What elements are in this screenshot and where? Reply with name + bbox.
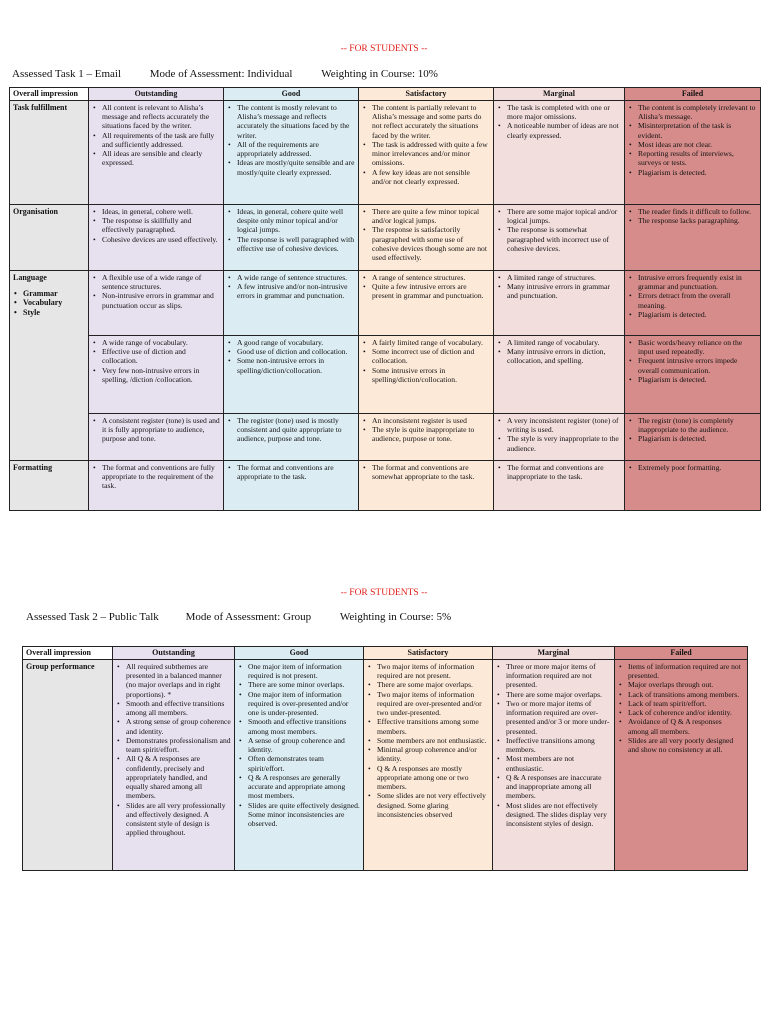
cell-satisfactory: [359, 100, 494, 204]
criteria-list: [92, 103, 220, 168]
criteria-list: [227, 463, 355, 482]
criteria-item: • A fairly limited range of vocabulary.: [362, 338, 490, 347]
criteria-list: [628, 103, 757, 177]
cell-failed: [615, 659, 748, 870]
criteria-list: [227, 103, 355, 177]
criteria-item: • A noticeable number of ideas are not clearly expressed.: [497, 121, 621, 140]
row-category-label: Language: [13, 272, 47, 282]
criteria-item: • Two or more major items of information required are over-presented and/or 3 or more under-presented.: [496, 699, 611, 736]
criteria-item: • Errors detract from the overall meaning.: [628, 291, 757, 310]
criteria-item: • A few intrusive and/or non-intrusive errors in grammar and punctuation.: [227, 282, 355, 301]
rubric-row: [10, 335, 761, 413]
row-category-label: Task fulfillment: [13, 102, 68, 112]
cell-good: [224, 100, 359, 204]
cell-outstanding: [89, 270, 224, 335]
criteria-item: • Some slides are not very effectively designed. Some glaring inconsistencies observed: [367, 791, 489, 819]
criteria-item: • The response is somewhat paragraphed with incorrect use of cohesive devices.: [497, 225, 621, 253]
criteria-item: • A good range of vocabulary.: [227, 338, 355, 347]
criteria-list: [92, 416, 220, 444]
header-failed: Failed: [615, 647, 748, 660]
criteria-item: • The response lacks paragraphing.: [628, 216, 757, 225]
header-outstanding: Outstanding: [89, 88, 224, 101]
criteria-item: • Some incorrect use of diction and collocation.: [362, 347, 490, 366]
subcategory-item: • Vocabulary: [13, 298, 85, 308]
criteria-item: • Basic words/heavy reliance on the input used repeatedly.: [628, 338, 757, 357]
criteria-item: • Often demonstrates team spirit/effort.: [238, 754, 360, 773]
criteria-item: • Smooth and effective transitions among most members.: [238, 717, 360, 736]
criteria-item: • The format and conventions are inappropriate to the task.: [497, 463, 621, 482]
task2-rubric-table: [22, 646, 748, 871]
criteria-item: • Demonstrates professionalism and team spirit/effort.: [116, 736, 231, 755]
task1-title: Assessed Task 1 – Email: [12, 68, 122, 80]
criteria-item: • The registr (tone) is completely inappropriate to the audience.: [628, 416, 757, 435]
criteria-item: • Quite a few intrusive errors are present in grammar and punctuation.: [362, 282, 490, 301]
criteria-item: • A limited range of vocabulary.: [497, 338, 621, 347]
for-students-banner-2: -- FOR STUDENTS --: [340, 588, 428, 598]
criteria-list: [227, 207, 355, 253]
criteria-list: [628, 207, 757, 226]
criteria-list: [497, 338, 621, 366]
criteria-item: • Plagiarism is detected.: [628, 168, 757, 177]
cell-satisfactory: [364, 659, 493, 870]
task2-title: Assessed Task 2 – Public Talk: [26, 611, 159, 623]
criteria-item: • Ideas, in general, cohere quite well despite only minor topical and/or logical jumps.: [227, 207, 355, 235]
criteria-list: [227, 273, 355, 301]
criteria-item: • Plagiarism is detected.: [628, 310, 757, 319]
criteria-list: [628, 273, 757, 319]
criteria-item: • Two major items of information required are not present.: [367, 662, 489, 681]
criteria-item: • A sense of group coherence and identity.: [238, 736, 360, 755]
criteria-item: • A wide range of vocabulary.: [92, 338, 220, 347]
criteria-item: • There are quite a few minor topical and/or logical jumps.: [362, 207, 490, 226]
criteria-item: • Smooth and effective transitions among all members.: [116, 699, 231, 718]
cell-satisfactory: [359, 204, 494, 270]
criteria-item: • Some intrusive errors in spelling/diction/collocation.: [362, 366, 490, 385]
criteria-item: • Two major items of information required are over-presented and/or two under-presented.: [367, 690, 489, 718]
header-good: Good: [224, 88, 359, 101]
cell-failed: [625, 204, 761, 270]
criteria-item: • Many intrusive errors in grammar and punctuation.: [497, 282, 621, 301]
criteria-item: • Frequent intrusive errors impede overall communication.: [628, 356, 757, 375]
criteria-item: • The style is quite inappropriate to audience, purpose or tone.: [362, 425, 490, 444]
criteria-item: • Lack of coherence and/or identity.: [618, 708, 744, 717]
task1-mode: Mode of Assessment: Individual: [149, 68, 293, 80]
criteria-item: • Three or more major items of information required are not presented.: [496, 662, 611, 690]
cell-marginal: [494, 335, 625, 413]
criteria-list: [92, 273, 220, 310]
criteria-item: • Reporting results of interviews, surveys or tests.: [628, 149, 757, 168]
criteria-item: • Lack of transitions among members.: [618, 690, 744, 699]
criteria-list: [227, 416, 355, 444]
criteria-item: • All of the requirements are appropriately addressed.: [227, 140, 355, 159]
task2-mode: Mode of Assessment: Group: [185, 611, 312, 623]
criteria-item: • An inconsistent register is used: [362, 416, 490, 425]
criteria-list: [92, 463, 220, 491]
criteria-item: • All required subthemes are presented in a balanced manner (no major overlaps and in right proportions). *: [116, 662, 231, 699]
criteria-item: • A very inconsistent register (tone) of writing is used.: [497, 416, 621, 435]
row-category: [10, 270, 89, 335]
cell-outstanding: [89, 413, 224, 460]
criteria-list: [238, 662, 360, 829]
criteria-item: • The reader finds it difficult to follow.: [628, 207, 757, 216]
criteria-list: [92, 338, 220, 384]
criteria-item: • Intrusive errors frequently exist in grammar and punctuation.: [628, 273, 757, 292]
criteria-list: [92, 207, 220, 244]
criteria-item: • A limited range of structures.: [497, 273, 621, 282]
rubric-row: [23, 659, 748, 870]
criteria-item: • Plagiarism is detected.: [628, 375, 757, 384]
criteria-item: • Very few non-intrusive errors in spelling, /diction /collocation.: [92, 366, 220, 385]
cell-failed: [625, 100, 761, 204]
criteria-item: • Effective transitions among some members.: [367, 717, 489, 736]
rubric-header-row: [10, 88, 761, 101]
task1-heading: [12, 68, 438, 80]
cell-marginal: [494, 204, 625, 270]
criteria-item: • All requirements of the task are fully and sufficiently addressed.: [92, 131, 220, 150]
row-category: [10, 413, 89, 460]
cell-failed: [625, 460, 761, 510]
cell-marginal: [493, 659, 615, 870]
task2-weighting: Weighting in Course: 5%: [339, 611, 452, 623]
criteria-list: [496, 662, 611, 829]
criteria-item: • Most members are not enthusiastic.: [496, 754, 611, 773]
criteria-item: • Most slides are not effectively designed. The slides display very inconsistent styles of design.: [496, 801, 611, 829]
criteria-item: • The task is addressed with quite a few minor irrelevances and/or minor omissions.: [362, 140, 490, 168]
criteria-list: [362, 416, 490, 444]
subcategory-item: • Grammar: [13, 289, 85, 299]
rubric-row: [10, 413, 761, 460]
criteria-item: • The register (tone) used is mostly consistent and quite appropriate to audience, purpose and tone.: [227, 416, 355, 444]
criteria-list: [497, 103, 621, 140]
criteria-item: • The response is satisfactorily paragraphed with some use of cohesive devices though some are not used effectively.: [362, 225, 490, 262]
criteria-item: • Plagiarism is detected.: [628, 434, 757, 443]
header-overall: Overall impression: [23, 647, 113, 660]
criteria-item: • Many intrusive errors in diction, collocation, and spelling.: [497, 347, 621, 366]
cell-failed: [625, 413, 761, 460]
criteria-list: [362, 463, 490, 482]
header-outstanding: Outstanding: [113, 647, 235, 660]
task1-weighting: Weighting in Course: 10%: [321, 68, 438, 80]
criteria-list: [227, 338, 355, 375]
criteria-item: • There are some minor overlaps.: [238, 680, 360, 689]
header-satisfactory: Satisfactory: [364, 647, 493, 660]
criteria-item: • Avoidance of Q & A responses among all members.: [618, 717, 744, 736]
row-category: [10, 204, 89, 270]
criteria-item: • Items of information required are not presented.: [618, 662, 744, 681]
criteria-item: • The format and conventions are appropriate to the task.: [227, 463, 355, 482]
header-marginal: Marginal: [494, 88, 625, 101]
criteria-item: • The style is very inappropriate to the audience.: [497, 434, 621, 453]
row-category: Group performance: [23, 659, 113, 870]
criteria-item: • Q & A responses are inaccurate and inappropriate among all members.: [496, 773, 611, 801]
header-marginal: Marginal: [493, 647, 615, 660]
cell-outstanding: [89, 204, 224, 270]
criteria-item: • A flexible use of a wide range of sentence structures.: [92, 273, 220, 292]
cell-satisfactory: [359, 335, 494, 413]
header-good: Good: [235, 647, 364, 660]
row-category: [10, 460, 89, 510]
row-category: [10, 335, 89, 413]
criteria-item: • Slides are all very professionally and effectively designed. A consistent style of design is applied throughout.: [116, 801, 231, 838]
header-overall: Overall impression: [10, 88, 89, 101]
cell-outstanding: [89, 335, 224, 413]
cell-good: [235, 659, 364, 870]
criteria-item: • A range of sentence structures.: [362, 273, 490, 282]
criteria-item: • Some non-intrusive errors in spelling/diction/collocation.: [227, 356, 355, 375]
criteria-item: • Q & A responses are generally accurate and appropriate among most members.: [238, 773, 360, 801]
criteria-item: • The response is skillfully and effectively paragraphed.: [92, 216, 220, 235]
criteria-item: • Slides are quite effectively designed. Some minor inconsistencies are observed.: [238, 801, 360, 829]
cell-good: [224, 270, 359, 335]
criteria-item: • Minimal group coherence and/or identity.: [367, 745, 489, 764]
header-satisfactory: Satisfactory: [359, 88, 494, 101]
cell-outstanding: [89, 460, 224, 510]
task1-rubric-table: [9, 87, 761, 511]
criteria-item: • The format and conventions are fully appropriate to the requirement of the task.: [92, 463, 220, 491]
criteria-list: [497, 416, 621, 453]
criteria-item: • Lack of team spirit/effort.: [618, 699, 744, 708]
cell-good: [224, 413, 359, 460]
criteria-item: • A wide range of sentence structures.: [227, 273, 355, 282]
cell-satisfactory: [359, 270, 494, 335]
rubric-header-row: [23, 647, 748, 660]
criteria-item: • The format and conventions are somewhat appropriate to the task.: [362, 463, 490, 482]
criteria-item: • A strong sense of group coherence and identity.: [116, 717, 231, 736]
cell-marginal: [494, 270, 625, 335]
cell-satisfactory: [359, 460, 494, 510]
criteria-item: • A few key ideas are not sensible and/or not clearly expressed.: [362, 168, 490, 187]
criteria-list: [362, 103, 490, 186]
criteria-item: • Good use of diction and collocation.: [227, 347, 355, 356]
criteria-item: • The content is mostly relevant to Alisha’s message and reflects accurately the situations faced by the writer.: [227, 103, 355, 140]
task2-heading: [26, 611, 451, 623]
rubric-row: [10, 270, 761, 335]
row-category-label: Organisation: [13, 206, 58, 216]
criteria-list: [116, 662, 231, 838]
criteria-item: • Effective use of diction and collocation.: [92, 347, 220, 366]
cell-marginal: [494, 413, 625, 460]
cell-good: [224, 460, 359, 510]
criteria-item: • Ideas are mostly/quite sensible and are mostly/quite clearly expressed.: [227, 158, 355, 177]
language-subcategories: [13, 289, 85, 318]
criteria-item: • One major item of information required is over-presented and/or one is under-presented.: [238, 690, 360, 718]
criteria-item: • Ideas, in general, cohere well.: [92, 207, 220, 216]
criteria-item: • Extremely poor formatting.: [628, 463, 757, 472]
criteria-item: • The response is well paragraphed with effective use of cohesive devices.: [227, 235, 355, 254]
criteria-list: [362, 273, 490, 301]
rubric-row: [10, 460, 761, 510]
criteria-list: [497, 207, 621, 253]
cell-failed: [625, 335, 761, 413]
criteria-item: • All content is relevant to Alisha’s message and reflects accurately the situations faced by the writer.: [92, 103, 220, 131]
criteria-item: • Misinterpretation of the task is evident.: [628, 121, 757, 140]
criteria-list: [362, 338, 490, 384]
rubric-row: [10, 100, 761, 204]
criteria-list: [497, 273, 621, 301]
criteria-item: • There are some major overlaps.: [496, 690, 611, 699]
criteria-item: • Most ideas are not clear.: [628, 140, 757, 149]
cell-good: [224, 204, 359, 270]
criteria-list: [362, 207, 490, 263]
criteria-item: • Q & A responses are mostly appropriate among one or two members.: [367, 764, 489, 792]
header-failed: Failed: [625, 88, 761, 101]
cell-satisfactory: [359, 413, 494, 460]
criteria-list: [618, 662, 744, 755]
criteria-item: • A consistent register (tone) is used and it is fully appropriate to audience, purpose and tone.: [92, 416, 220, 444]
cell-failed: [625, 270, 761, 335]
criteria-item: • All Q & A responses are confidently, precisely and appropriately handled, and equally shared among all members.: [116, 754, 231, 800]
criteria-list: [497, 463, 621, 482]
cell-marginal: [494, 100, 625, 204]
criteria-item: • Cohesive devices are used effectively.: [92, 235, 220, 244]
criteria-item: • There are some major overlaps.: [367, 680, 489, 689]
criteria-item: • Non-intrusive errors in grammar and punctuation occur as slips.: [92, 291, 220, 310]
subcategory-item: • Style: [13, 308, 85, 318]
criteria-item: • The content is completely irrelevant to Alisha’s message.: [628, 103, 757, 122]
cell-outstanding: [89, 100, 224, 204]
criteria-list: [628, 416, 757, 444]
criteria-item: • The content is partially relevant to Alisha’s message and some parts do not reflect accurately the situations faced by the writer.: [362, 103, 490, 140]
criteria-item: • The task is completed with one or more major omissions.: [497, 103, 621, 122]
for-students-banner: -- FOR STUDENTS --: [340, 44, 428, 54]
criteria-list: [367, 662, 489, 819]
criteria-item: • Some members are not enthusiastic.: [367, 736, 489, 745]
criteria-list: [628, 463, 757, 472]
criteria-item: • All ideas are sensible and clearly expressed.: [92, 149, 220, 168]
row-category-label: Formatting: [13, 462, 53, 472]
criteria-item: • Ineffective transitions among members.: [496, 736, 611, 755]
criteria-item: • Major overlaps through out.: [618, 680, 744, 689]
cell-outstanding: [113, 659, 235, 870]
criteria-item: • There are some major topical and/or logical jumps.: [497, 207, 621, 226]
row-category: [10, 100, 89, 204]
rubric-row: [10, 204, 761, 270]
criteria-item: • Slides are all very poorly designed and show no consistency at all.: [618, 736, 744, 755]
cell-good: [224, 335, 359, 413]
criteria-item: • One major item of information required is not present.: [238, 662, 360, 681]
cell-marginal: [494, 460, 625, 510]
criteria-list: [628, 338, 757, 384]
